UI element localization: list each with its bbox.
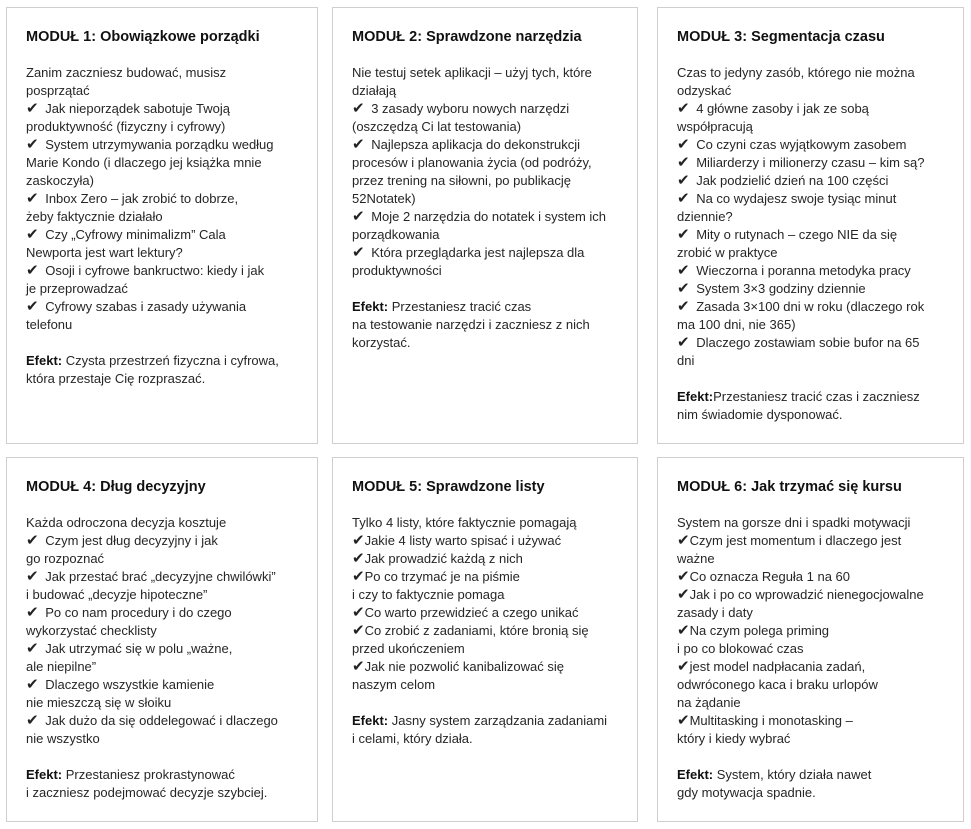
module-title: MODUŁ 5: Sprawdzone listy [352, 479, 545, 495]
module-content [352, 64, 619, 352]
module-card-5 [332, 457, 638, 822]
list-item: ✔ Zasada 3×100 dni w roku (dlaczego rok [677, 297, 925, 315]
checkmark-icon: ✔ [677, 225, 690, 243]
list-item-cont: zrobić w praktyce [677, 245, 778, 260]
list-item-cont: dni [677, 353, 695, 368]
effect-label: Efekt: [26, 353, 63, 368]
list-item: ✔Jak prowadzić każdą z nich [352, 549, 523, 567]
list-item: ✔ Mity o rutynach – czego NIE da się [677, 225, 898, 243]
list-item: ✔Co warto przewidzieć a czego unikać [352, 603, 579, 621]
list-item: ✔ 3 zasady wyboru nowych narzędzi [352, 99, 570, 117]
intro-line: działają [352, 83, 397, 98]
checkmark-icon: ✔ [352, 621, 365, 639]
checkmark-icon: ✔ [26, 225, 39, 243]
spacer [26, 334, 299, 352]
list-item-cont: wykorzystać checklisty [26, 623, 157, 638]
list-item: ✔ Osoji i cyfrowe bankructwo: kiedy i jak [26, 261, 265, 279]
module-content [677, 514, 945, 802]
module-content [26, 514, 299, 802]
list-item: ✔ Inbox Zero – jak zrobić to dobrze, [26, 189, 239, 207]
effect-line: Efekt: Czysta przestrzeń fizyczna i cyfrowa, [26, 353, 279, 368]
checkmark-icon: ✔ [677, 333, 690, 351]
effect-line: Efekt: System, który działa nawet [677, 767, 872, 782]
spacer [677, 748, 945, 766]
spacer [26, 748, 299, 766]
effect-label: Efekt: [352, 713, 389, 728]
spacer [677, 370, 945, 388]
list-item-cont: przez trening na siłowni, po publikację [352, 173, 571, 188]
list-item-cont: ważne [677, 551, 715, 566]
list-item-cont: i po co blokować czas [677, 641, 804, 656]
list-item: ✔ Jak dużo da się oddelegować i dlaczego [26, 711, 278, 729]
checkmark-icon: ✔ [677, 531, 690, 549]
module-content [26, 64, 299, 388]
checkmark-icon: ✔ [677, 621, 690, 639]
list-item-cont: na żądanie [677, 695, 741, 710]
module-title: MODUŁ 1: Obowiązkowe porządki [26, 29, 260, 45]
module-card-6 [657, 457, 964, 822]
checkmark-icon: ✔ [26, 603, 39, 621]
module-card-4 [6, 457, 318, 822]
checkmark-icon: ✔ [677, 171, 690, 189]
list-item: ✔ Wieczorna i poranna metodyka pracy [677, 261, 911, 279]
list-item: ✔ Po co nam procedury i do czego [26, 603, 232, 621]
list-item-cont: (oszczędzą Ci lat testowania) [352, 119, 522, 134]
list-item-cont: Newporta jest wart lektury? [26, 245, 183, 260]
list-item: ✔ Moje 2 narzędzia do notatek i system ich [352, 207, 607, 225]
effect-line: Efekt:Przestaniesz tracić czas i zaczniesz [677, 389, 920, 404]
checkmark-icon: ✔ [26, 639, 39, 657]
intro-line: odzyskać [677, 83, 732, 98]
list-item-cont: zasady i daty [677, 605, 753, 620]
list-item-cont: produktywności [352, 263, 442, 278]
checkmark-icon: ✔ [26, 675, 39, 693]
list-item-cont: który i kiedy wybrać [677, 731, 791, 746]
list-item: ✔ Miliarderzy i milionerzy czasu – kim są? [677, 153, 925, 171]
effect-line: Efekt: Jasny system zarządzania zadaniami [352, 713, 608, 728]
effect-line-cont: nim świadomie dysponować. [677, 407, 843, 422]
module-card-1 [6, 7, 318, 444]
checkmark-icon: ✔ [352, 657, 365, 675]
checkmark-icon: ✔ [26, 531, 39, 549]
effect-line-cont: która przestaje Cię rozpraszać. [26, 371, 206, 386]
intro-line: Czas to jedyny zasób, którego nie można [677, 65, 915, 80]
list-item: ✔Na czym polega priming [677, 621, 830, 639]
module-title: MODUŁ 2: Sprawdzone narzędzia [352, 29, 582, 45]
intro-line: Każda odroczona decyzja kosztuje [26, 515, 227, 530]
list-item: ✔ Jak podzielić dzień na 100 części [677, 171, 889, 189]
list-item-cont: odwróconego kaca i braku urlopów [677, 677, 878, 692]
list-item: ✔ Jak przestać brać „decyzyjne chwilówki” [26, 567, 276, 585]
list-item-cont: dziennie? [677, 209, 733, 224]
checkmark-icon: ✔ [352, 549, 365, 567]
intro-line: Zanim zaczniesz budować, musisz [26, 65, 227, 80]
list-item-cont: współpracują [677, 119, 753, 134]
checkmark-icon: ✔ [677, 711, 690, 729]
list-item-cont: ma 100 dni, nie 365) [677, 317, 796, 332]
checkmark-icon: ✔ [677, 567, 690, 585]
effect-line-cont: na testowanie narzędzi i zaczniesz z nich [352, 317, 590, 332]
intro-line: Tylko 4 listy, które faktycznie pomagają [352, 515, 577, 530]
module-title: MODUŁ 4: Dług decyzyjny [26, 479, 206, 495]
list-item-cont: nie wszystko [26, 731, 100, 746]
list-item-cont: procesów i planowania życia (od podróży, [352, 155, 592, 170]
checkmark-icon: ✔ [26, 297, 39, 315]
effect-label: Efekt: [677, 767, 714, 782]
list-item: ✔Co oznacza Reguła 1 na 60 [677, 567, 851, 585]
list-item-cont: zaskoczyła) [26, 173, 94, 188]
checkmark-icon: ✔ [26, 711, 39, 729]
list-item-cont: żeby faktycznie działało [26, 209, 163, 224]
list-item: ✔ 4 główne zasoby i jak ze sobą [677, 99, 869, 117]
list-item: ✔ Dlaczego zostawiam sobie bufor na 65 [677, 333, 920, 351]
list-item: ✔ Jak nieporządek sabotuje Twoją [26, 99, 230, 117]
effect-line-cont: gdy motywacja spadnie. [677, 785, 816, 800]
list-item-cont: je przeprowadzać [26, 281, 128, 296]
list-item: ✔Po co trzymać je na piśmie [352, 567, 520, 585]
list-item-cont: nie mieszczą się w słoiku [26, 695, 172, 710]
checkmark-icon: ✔ [677, 189, 690, 207]
list-item: ✔ Co czyni czas wyjątkowym zasobem [677, 135, 907, 153]
effect-label: Efekt: [26, 767, 63, 782]
effect-label: Efekt: [352, 299, 389, 314]
effect-label: Efekt: [677, 389, 714, 404]
spacer [352, 280, 619, 298]
list-item: ✔Czym jest momentum i dlaczego jest [677, 531, 902, 549]
list-item: ✔jest model nadpłacania zadań, [677, 657, 866, 675]
list-item: ✔ System 3×3 godziny dziennie [677, 279, 866, 297]
module-card-2 [332, 7, 638, 444]
list-item: ✔Jak nie pozwolić kanibalizować się [352, 657, 565, 675]
checkmark-icon: ✔ [352, 99, 365, 117]
intro-line: System na gorsze dni i spadki motywacji [677, 515, 911, 530]
module-card-3 [657, 7, 964, 444]
list-item: ✔Co zrobić z zadaniami, które bronią się [352, 621, 589, 639]
spacer [352, 694, 619, 712]
list-item-cont: Marie Kondo (i dlaczego jej książka mnie [26, 155, 262, 170]
list-item-cont: go rozpoznać [26, 551, 105, 566]
list-item: ✔ Jak utrzymać się w polu „ważne, [26, 639, 233, 657]
checkmark-icon: ✔ [677, 297, 690, 315]
checkmark-icon: ✔ [677, 99, 690, 117]
list-item-cont: produktywność (fizyczny i cyfrowy) [26, 119, 226, 134]
checkmark-icon: ✔ [352, 567, 365, 585]
checkmark-icon: ✔ [26, 261, 39, 279]
list-item-cont: naszym celom [352, 677, 436, 692]
effect-line-cont: korzystać. [352, 335, 411, 350]
effect-line: Efekt: Przestaniesz prokrastynować [26, 767, 235, 782]
list-item: ✔ Najlepsza aplikacja do dekonstrukcji [352, 135, 581, 153]
list-item: ✔Jak i po co wprowadzić nienegocjowalne [677, 585, 924, 603]
list-item-cont: porządkowania [352, 227, 440, 242]
list-item: ✔ Dlaczego wszystkie kamienie [26, 675, 215, 693]
checkmark-icon: ✔ [677, 585, 690, 603]
effect-line: Efekt: Przestaniesz tracić czas [352, 299, 532, 314]
intro-line: Nie testuj setek aplikacji – użyj tych, które [352, 65, 592, 80]
list-item: ✔ Czym jest dług decyzyjny i jak [26, 531, 218, 549]
checkmark-icon: ✔ [677, 657, 690, 675]
list-item-cont: i czy to faktycznie pomaga [352, 587, 505, 602]
effect-line-cont: i celami, który działa. [352, 731, 473, 746]
checkmark-icon: ✔ [677, 135, 690, 153]
list-item-cont: 52Notatek) [352, 191, 416, 206]
checkmark-icon: ✔ [677, 153, 690, 171]
checkmark-icon: ✔ [352, 207, 365, 225]
checkmark-icon: ✔ [352, 603, 365, 621]
checkmark-icon: ✔ [26, 567, 39, 585]
list-item: ✔ System utrzymywania porządku według [26, 135, 274, 153]
checkmark-icon: ✔ [26, 189, 39, 207]
checkmark-icon: ✔ [352, 243, 365, 261]
checkmark-icon: ✔ [352, 135, 365, 153]
list-item-cont: telefonu [26, 317, 73, 332]
checkmark-icon: ✔ [352, 531, 365, 549]
module-title: MODUŁ 3: Segmentacja czasu [677, 29, 885, 45]
checkmark-icon: ✔ [26, 99, 39, 117]
list-item: ✔ Która przeglądarka jest najlepsza dla [352, 243, 585, 261]
list-item-cont: przed ukończeniem [352, 641, 465, 656]
list-item-cont: ale niepilne” [26, 659, 97, 674]
module-content [352, 514, 619, 748]
list-item: ✔Jakie 4 listy warto spisać i używać [352, 531, 562, 549]
list-item: ✔ Czy „Cyfrowy minimalizm” Cala [26, 225, 226, 243]
list-item: ✔ Na co wydajesz swoje tysiąc minut [677, 189, 897, 207]
checkmark-icon: ✔ [26, 135, 39, 153]
checkmark-icon: ✔ [677, 261, 690, 279]
checkmark-icon: ✔ [677, 279, 690, 297]
module-title: MODUŁ 6: Jak trzymać się kursu [677, 479, 902, 495]
list-item: ✔ Cyfrowy szabas i zasady używania [26, 297, 247, 315]
module-content [677, 64, 945, 424]
list-item-cont: i budować „decyzje hipoteczne” [26, 587, 208, 602]
intro-line: posprzątać [26, 83, 90, 98]
effect-line-cont: i zaczniesz podejmować decyzje szybciej. [26, 785, 268, 800]
list-item: ✔Multitasking i monotasking – [677, 711, 853, 729]
